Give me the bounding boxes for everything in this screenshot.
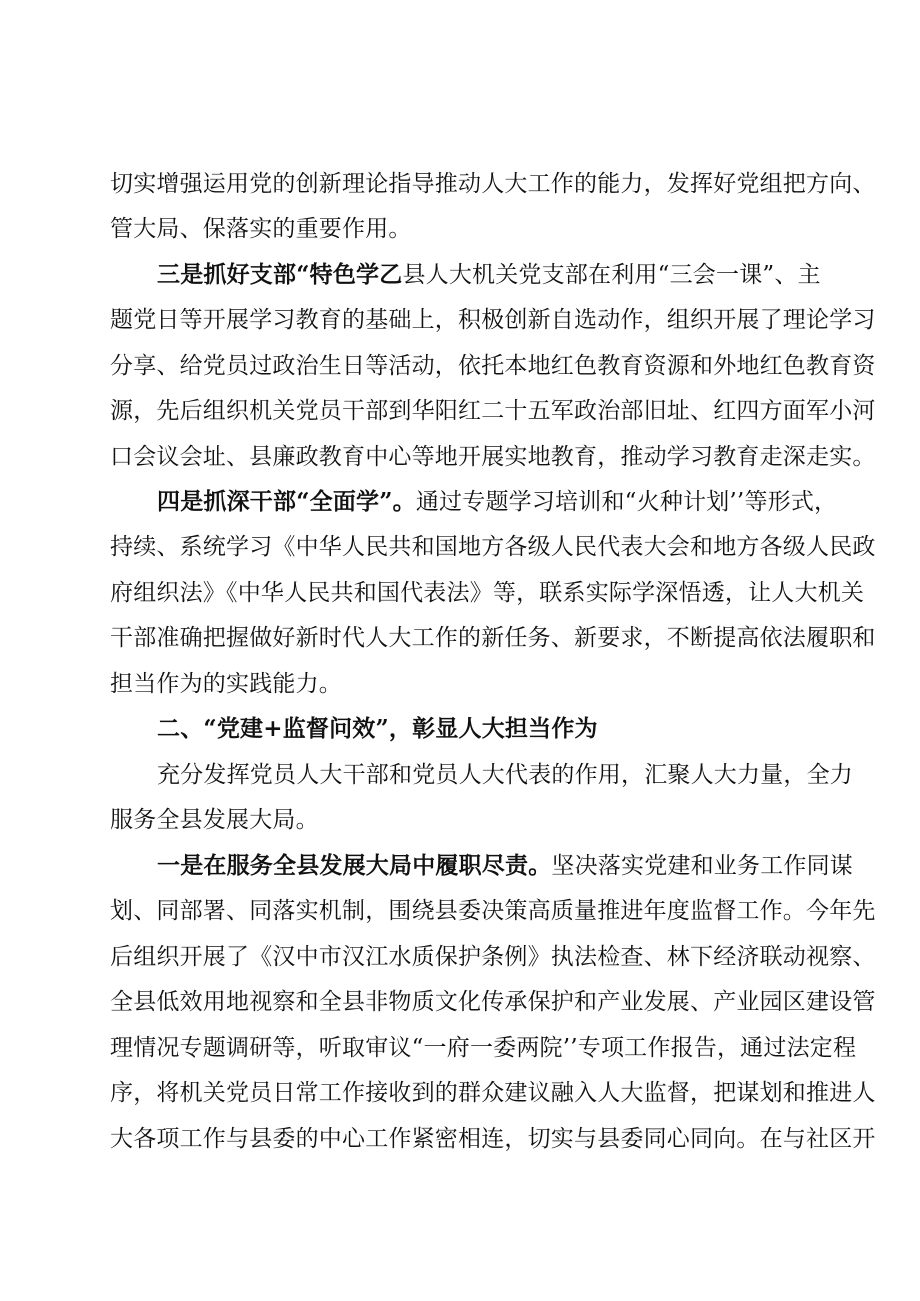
paragraph-4-line-2: 服务全县发展大局。 [110,807,319,833]
paragraph-3-line-3: 府组织法》《中华人民共和国代表法》等，联系实际学深悟透，让人大机关 [110,580,865,606]
paragraph-1-line-2: 管大局、保落实的重要作用。 [110,216,412,242]
paragraph-5-line-3: 后组织开展了《汉中市汉江水质保护条例》执法检查、林下经济联动视察、 [110,944,876,970]
paragraph-5-text: 坚决落实党建和业务工作同谋 [551,853,854,879]
paragraph-5-line-4: 全县低效用地视察和全县非物质文化传承保护和产业发展、产业园区建设管 [110,989,876,1015]
paragraph-3-line-5: 担当作为的实践能力。 [110,671,342,697]
paragraph-3-line-4: 干部准确把握做好新时代人大工作的新任务、新要求，不断提高依法履职和 [110,625,876,651]
paragraph-2-line-1 [157,260,821,290]
paragraph-5-line-2: 划、同部署、同落实机制，围绕县委决策高质量推进年度监督工作。今年先 [110,898,876,924]
paragraph-3-line-2: 持续、系统学习《中华人民共和国地方各级人民代表大会和地方各级人民政 [110,534,876,560]
paragraph-5-line-7: 大各项工作与县委的中心工作紧密相连，切实与县委同心同向。在与社区开 [110,1126,876,1152]
paragraph-5-lead: 一是在服务全县发展大局中履职尽责。 [157,852,552,879]
paragraph-2-line-4: 源，先后组织机关党员干部到华阳红二十五军政治部旧址、红四方面军小河 [110,398,876,424]
paragraph-5-line-5: 理情况专题调研等，听取审议“一府一委两院’’专项工作报告，通过法定程 [110,1035,857,1061]
paragraph-3-lead: 四是抓深干部“全面学”。 [157,488,416,515]
section-heading: 二、“党建+监督问效”，彰显人大担当作为 [157,715,598,742]
paragraph-4-line-1: 充分发挥党员人大干部和党员人大代表的作用，汇聚人大力量，全力 [157,762,853,788]
paragraph-3-text: 通过专题学习培训和“火种计划’’等形式， [415,489,838,515]
paragraph-3-line-1 [157,487,837,517]
paragraph-2-lead: 三是抓好支部“特色学乙 [157,261,403,288]
paragraph-2-line-5: 口会议会址、县廉政教育中心等地开展实地教育，推动学习教育走深走实。 [110,444,876,470]
paragraph-5-line-6: 序，将机关党员日常工作接收到的群众建议融入人大监督，把谋划和推进人 [110,1080,876,1106]
paragraph-2-line-2: 题党日等开展学习教育的基础上，积极创新自选动作，组织开展了理论学习 [110,307,876,333]
paragraph-2-text: 县人大机关党支部在利用“三会一课”、主 [402,262,821,288]
paragraph-5-line-1 [157,851,853,881]
paragraph-2-line-3: 分享、给党员过政治生日等活动，依托本地红色教育资源和外地红色教育资 [110,353,876,379]
paragraph-1-line-1: 切实增强运用党的创新理论指导推动人大工作的能力，发挥好党组把方向、 [110,171,876,197]
